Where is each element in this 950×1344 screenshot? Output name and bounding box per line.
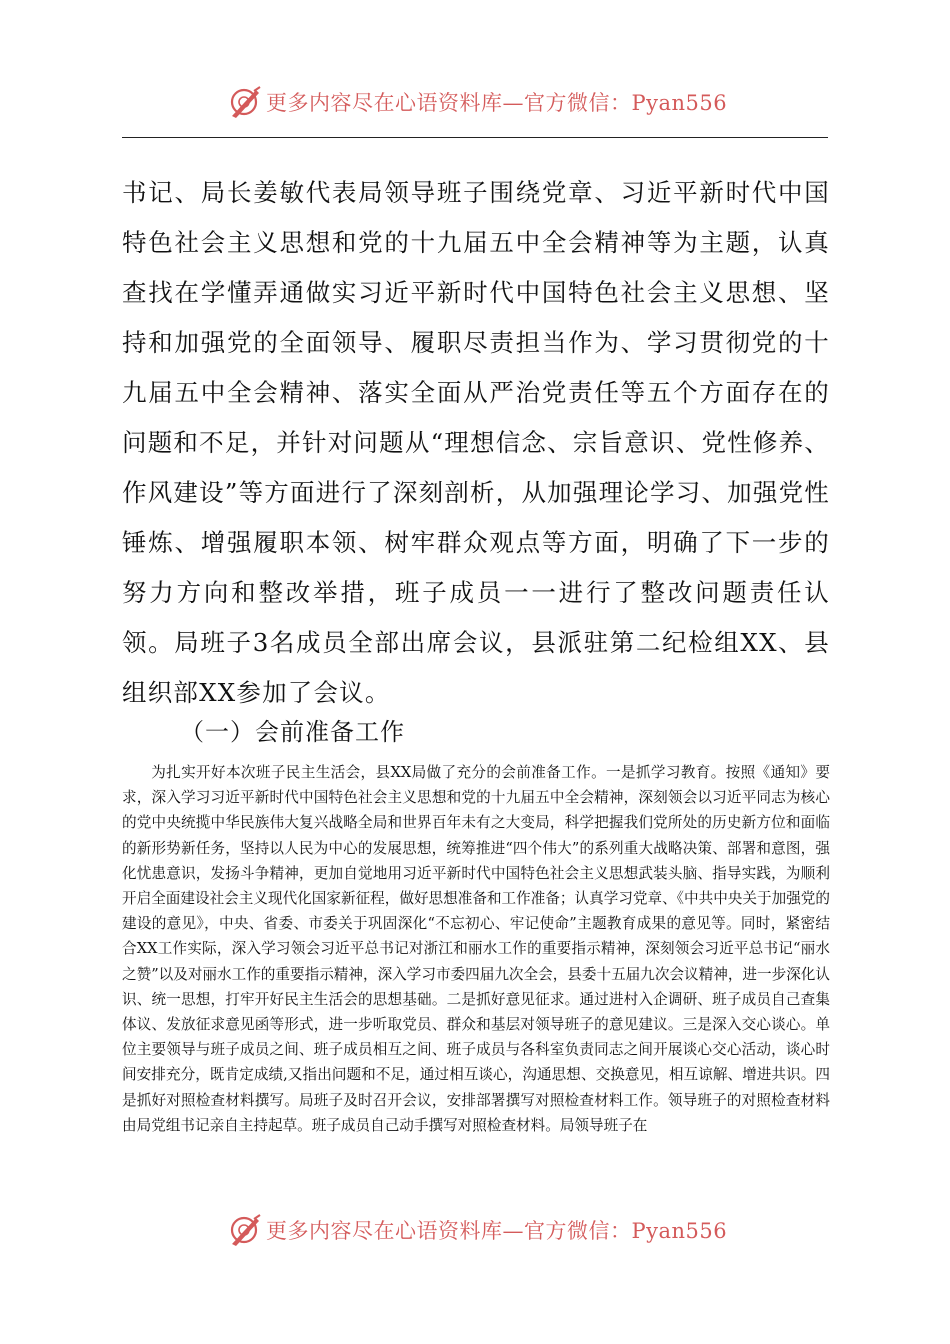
- header-banner-text: 更多内容尽在心语资料库—官方微信：Pyan556: [266, 91, 728, 115]
- body-paragraph-small: 为扎实开好本次班子民主生活会，县XX局做了充分的会前准备工作。一是抓学习教育。按照《通知》要求，深入学习习近平新时代中国特色社会主义思想和党的十九届五中全会精神，深刻领会以习近平同志为核心的党中央统揽中华民族伟大复兴战略全局和世界百年未有之大变局，科学把握我们党所处的历史新方位和面临的新形势新任务，坚持以人民为中心的发展思想，统筹推进“四个伟大”的系列重大战略决策、部署和意图，强化忧患意识，发扬斗争精神，更加自觉地用习近平新时代中国特色社会主义思想武装头脑、指导实践，为顺利开启全面建设社会主义现代化国家新征程，做好思想准备和工作准备；认真学习党章、《中共中央关于加强党的建设的意见》，中央、省委、市委关于巩固深化“不忘初心、牢记使命”主题教育成果的意见等。同时，紧密结合XX工作实际，深入学习领会习近平总书记对浙江和丽水工作的重要指示精神，深刻领会习近平总书记“丽水之赞”以及对丽水工作的重要指示精神，深入学习市委四届九次全会，县委十五届九次会议精神，进一步深化认识、统一思想，打牢开好民主生活会的思想基础。二是抓好意见征求。通过进村入企调研、班子成员自己查集体议、发放征求意见函等形式，进一步听取党员、群众和基层对领导班子的意见建议。三是深入交心谈心。单位主要领导与班子成员之间、班子成员相互之间、班子成员与各科室负责同志之间开展谈心交心活动，谈心时间安排充分，既肯定成绩,又指出问题和不足，通过相互谈心，沟通思想、交换意见，相互谅解、增进共识。四是抓好对照检查材料撰写。局班子及时召开会议，安排部署撰写对照检查材料工作。领导班子的对照检查材料由局党组书记亲自主持起草。班子成员自己动手撰写对照检查材料。局领导班子在: [122, 764, 830, 1134]
- footer-banner: [228, 1210, 748, 1250]
- body-paragraph-large: 书记、局长姜敏代表局领导班子围绕党章、习近平新时代中国特色社会主义思想和党的十九届五中全会精神等为主题，认真查找在学懂弄通做实习近平新时代中国特色社会主义思想、坚持和加强党的全面领导、履职尽责担当作为、学习贯彻党的十九届五中全会精神、落实全面从严治党责任等五个方面存在的问题和不足，并针对问题从“理想信念、宗旨意识、党性修养、作风建设”等方面进行了深刻剖析，从加强理论学习、加强党性锤炼、增强履职本领、树牢群众观点等方面，明确了下一步的努力方向和整改举措，班子成员一一进行了整改问题责任认领。局班子3名成员全部出席会议，县派驻第二纪检组XX、县组织部XX参加了会议。: [122, 178, 830, 707]
- section-heading: （一）会前准备工作: [180, 718, 405, 746]
- footer-banner-text: 更多内容尽在心语资料库—官方微信：Pyan556: [266, 1219, 728, 1243]
- pen-logo-icon: [228, 1213, 262, 1247]
- header-banner: [228, 82, 748, 122]
- header-divider: [122, 137, 828, 138]
- pen-logo-icon: [228, 85, 262, 119]
